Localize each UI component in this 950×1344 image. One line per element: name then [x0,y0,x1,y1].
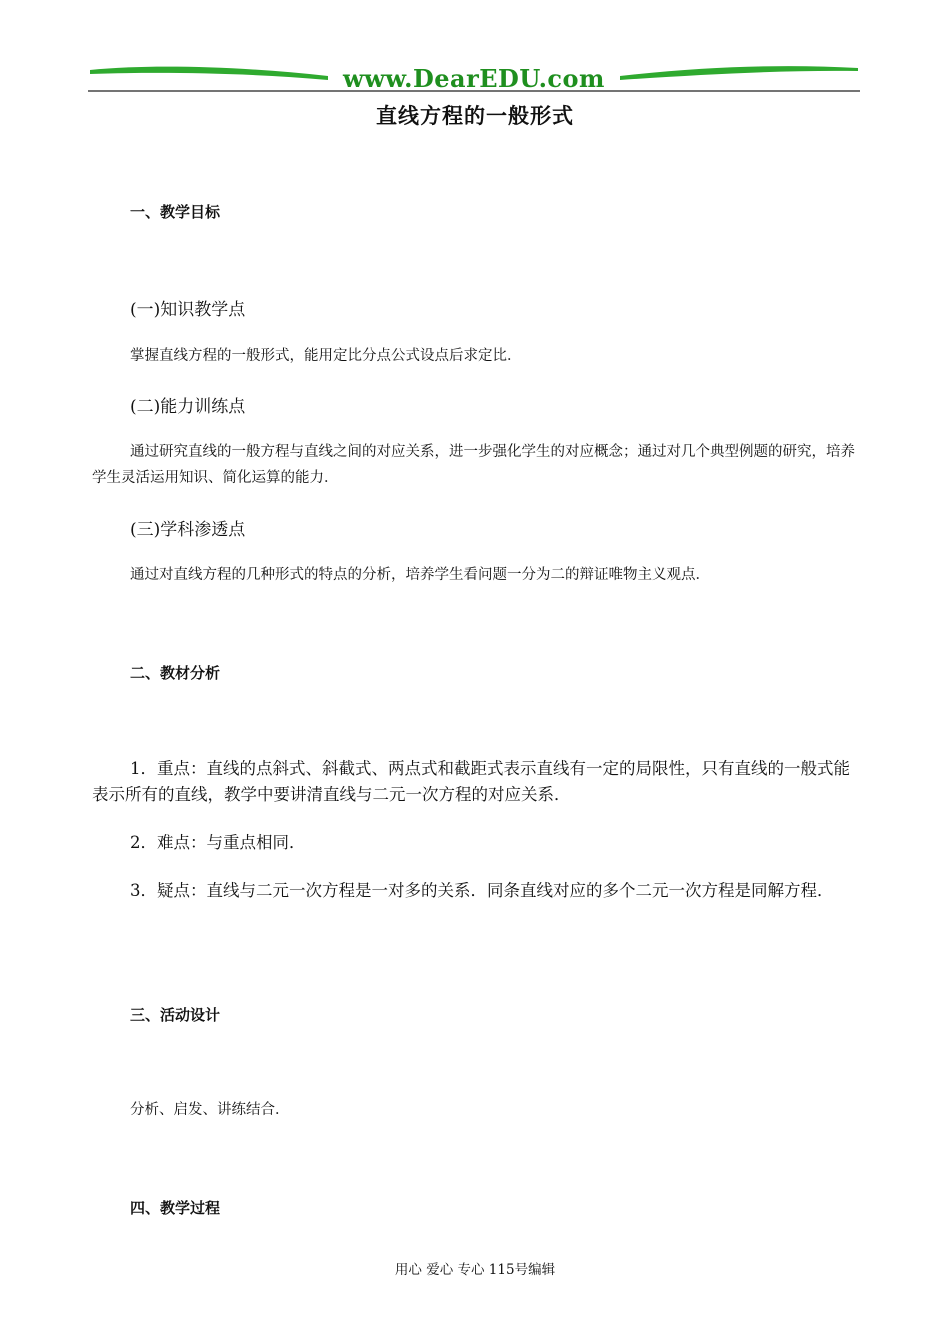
section-heading-activity-design: 三、活动设计 [130,1006,221,1024]
paragraph-activity-design: 分析、启发、讲练结合． [130,1102,290,1118]
paragraph-ability-points: 通过研究直线的一般方程与直线之间的对应关系，进一步强化学生的对应概念；通过对几个典型例题的研究，培养学生灵活运用知识、简化运算的能力． [92,444,855,486]
page-footer: 用心 爱心 专心 115号编辑 [394,1262,556,1278]
subheading-discipline-points: (三)学科渗透点 [130,520,246,540]
subheading-knowledge-points: (一)知识教学点 [130,300,246,320]
list-item-difficulty: 2．难点：与重点相同． [130,833,306,852]
list-item-key-point: 1．重点：直线的点斜式、斜截式、两点式和截距式表示直线有一定的局限性，只有直线的一般式能表示所有的直线，教学中要讲清直线与二元一次方程的对应关系． [92,759,850,804]
section-heading-objectives: 一、教学目标 [130,203,221,221]
document-title: 直线方程的一般形式 [376,103,574,128]
paragraph-knowledge-points: 掌握直线方程的一般形式，能用定比分点公式设点后求定比． [130,348,522,364]
list-item-doubt: 3．疑点：直线与二元一次方程是一对多的关系．同条直线对应的多个二元一次方程是同解方程． [130,881,834,900]
site-logo-text: www.DearEDU.com [343,64,605,93]
subheading-ability-points: (二)能力训练点 [130,397,246,417]
section-heading-material-analysis: 二、教材分析 [130,664,221,682]
paragraph-discipline-points: 通过对直线方程的几种形式的特点的分析，培养学生看问题一分为二的辩证唯物主义观点． [130,567,710,583]
section-heading-teaching-process: 四、教学过程 [130,1199,221,1217]
site-header [88,62,860,98]
